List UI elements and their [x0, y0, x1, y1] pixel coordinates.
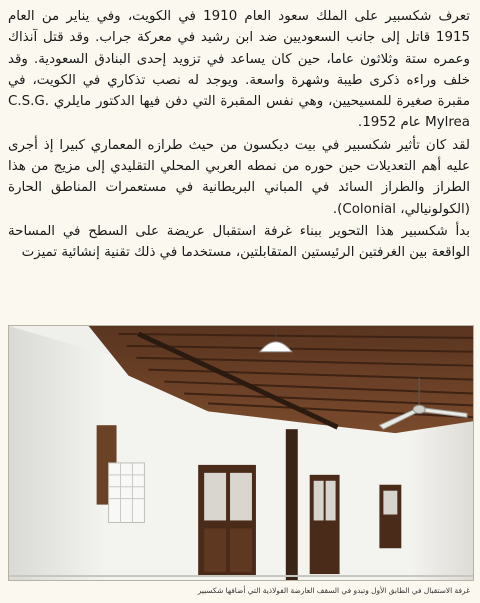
pillar: [286, 429, 298, 580]
room-illustration: [9, 326, 473, 580]
article-body: [8, 6, 470, 264]
side-door: [310, 475, 340, 574]
paragraph-1: تعرف شكسبير على الملك سعود العام 1910 في الكويت، وفي يناير من العام 1915 قاتل إلى جانب السعوديين ضد ابن رشيد في معركة جراب. وقد قتل آنذاك وعمره ستة وثلاثون عاما، حين كان يساعد في تزويد إحدى البنادق السعودية. وقد خلف وراءه ذكرى طيبة وشهرة واسعة. ويوجد له نصب تذكاري في الكويت، في مقبرة صغيرة للمسيحيين، وهي نفس المقبرة التي دفن فيها الدكتور مايلري C.S.G. Mylrea عام 1952.: [8, 9, 471, 131]
reception-room-photo: [8, 325, 474, 581]
paragraph-2: لقد كان تأثير شكسبير في بيت ديكسون من حيث طرازه المعماري كبيرا إذ أجرى عليه أهم التعديلات حين حوره من نمطه العربي المحلي التقليدي إلى مزيج من هذا الطراز والطراز السائد في المباني البريطانية في مستعمرات المناطق الحارة (الكولونيالي، Colonial).: [8, 137, 470, 217]
wooden-door: [198, 465, 256, 576]
right-window: [379, 485, 401, 549]
photo-caption: غرفة الاستقبال في الطابق الأول وتبدو في السقف العارضة الفولاذية التي أضافها شكسبير: [197, 586, 470, 595]
paragraph-3: بدأ شكسبير هذا التحوير ببناء غرفة استقبال عريضة على السطح في المساحة الواقعة بين الغرفتين الرئيستين المتقابلتين، مستخدما في ذلك تقنية إنشائية تميزت: [8, 223, 470, 261]
